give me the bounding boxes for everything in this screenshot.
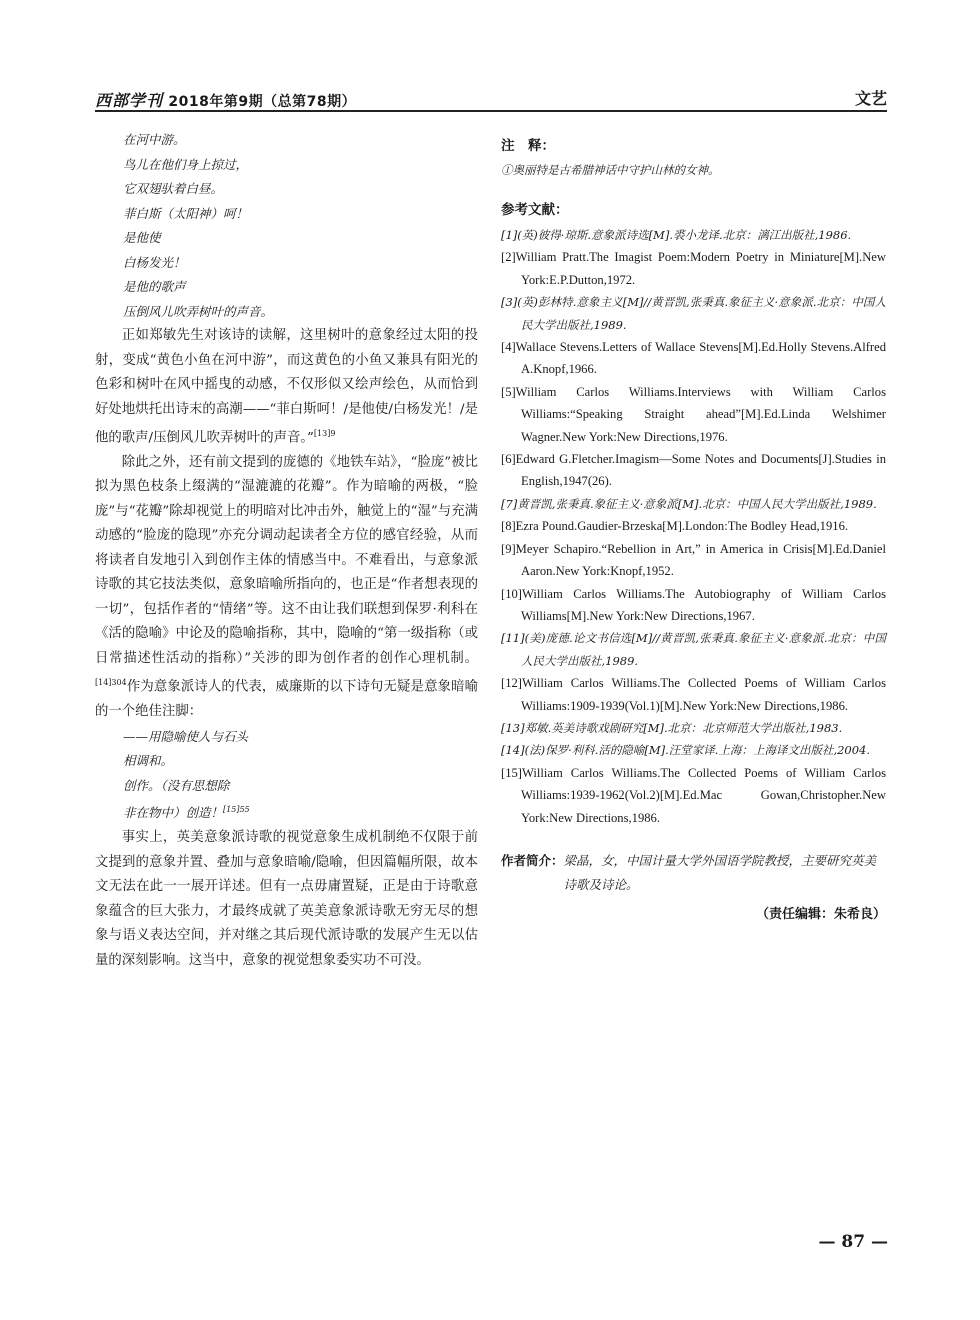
header-rule [95,110,887,112]
reference-item: [3](英)彭林特.意象主义[M]//黄晋凯,张秉真.象征主义·意象派.北京：中国人民大学出版社,1989. [501,295,886,332]
poem-line: 菲白斯（太阳神）呵！ [123,205,249,221]
poem-line [95,798,478,826]
reference-item: [6]Edward G.Fletcher.Imagism—Some Notes and Documents[J].Studies in English,1947(26). [501,452,886,489]
poem-line: 是他的歌声 [123,279,186,294]
left-column [95,128,478,973]
reference-item: [2]William Pratt.The Imagist Poem:Modern Poetry in Miniature[M].New York:E.P.Dutton,1972. [501,250,886,287]
poem-line-text: 非在物中）创造！ [123,805,224,821]
page-number: — 87 — [818,1232,888,1252]
reference-item: [10]William Carlos Williams.The Autobiography of William Carlos Williams[M].New York:New Directions,1967. [501,586,886,623]
issue-info: 2018年第9期（总第78期） [168,94,357,110]
poem-line: 白杨发光！ [123,254,186,270]
reference-item: [5]William Carlos Williams.Interviews with William Carlos Williams:“Speaking Straight ahead”[M].Ed.Linda Welshimer Wagner.New York:New Directions,1976. [501,384,886,444]
note-item: ①奥丽特是古希腊神话中守护山林的女神。 [501,163,720,177]
citation-mark: [13]9 [313,429,336,438]
journal-issue-line [95,88,356,111]
paragraph-text: 正如郑敏先生对该诗的读解，这里树叶的意象经过太阳的投射，变成“黄色小鱼在河中游”，而这黄色的小鱼又兼具有阳光的色彩和树叶在风中摇曳的动感，不仅形似又绘声绘色，从而恰到好处地烘托出诗末的高潮——“菲白斯呵！/是他使/白杨发光！/是他的歌声/压倒风儿吹弄树叶的声音。” [95,328,478,446]
reference-item: [9]Meyer Schapiro.“Rebellion in Art,” in America in Crisis[M].Ed.Daniel Aaron.New York:Knopf,1952. [501,541,886,579]
reference-item: [7]黄晋凯,张秉真.象征主义·意象派[M].北京：中国人民大学出版社,1989. [501,496,877,511]
body-paragraph-2 [95,451,478,725]
poem-line: 是他使 [123,230,161,245]
body-paragraph-3: 事实上，英美意象派诗歌的视觉意象生成机制绝不仅限于前文提到的意象并置、叠加与意象暗喻/隐喻，但因篇幅所限，故本文无法在此一一展开详述。但有一点毋庸置疑，正是由于诗歌意象蕴含的巨大张力，才最终成就了英美意象派诗歌无穷无尽的想象与语义表达空间，并对继之其后现代派诗歌的发展产生无以估量的深刻影响。这当中，意象的视觉想象委实功不可没。 [95,830,478,968]
reference-item: [15]William Carlos Williams.The Collected Poems of William Carlos Williams:1939-1962(Vol.2)[M].Ed.Mac Gowan,Christopher.New York:New Directions,1986. [501,765,886,825]
reference-item: [12]William Carlos Williams.The Collected Poems of William Carlos Williams:1909-1939(Vol.1)[M].New York:New Directions,1986. [501,676,886,713]
poem-line: 创作。（没有思想除 [123,777,230,793]
notes-title: 注 释： [501,138,555,154]
poem-line: 相调和。 [123,753,174,769]
poem-excerpt-2 [95,725,478,826]
references-section [501,200,886,829]
right-column [501,136,886,922]
paragraph-text-tail: 作为意象派诗人的代表，威廉斯的以下诗句无疑是意象暗喻的一个绝佳注脚： [95,679,478,720]
author-text: 梁晶，女，中国计量大学外国语学院教授，主要研究英美诗歌及诗论。 [563,852,877,892]
reference-item: [4]Wallace Stevens.Letters of Wallace Stevens[M].Ed.Holly Stevens.Alfred A.Knopf,1966. [501,340,886,377]
citation-mark: [15]55 [223,805,250,815]
poem-line: ——用隐喻使人与石头 [123,728,249,744]
author-bio [501,849,886,897]
citation-mark: [14]304 [95,678,127,688]
page-header [95,86,887,112]
reference-item: [14](法)保罗·利科.活的隐喻[M].汪堂家译.上海：上海译文出版社,2004. [501,743,871,758]
poem-line: 鸟儿在他们身上掠过， [123,156,249,172]
paragraph-text: 除此之外，还有前文提到的庞德的《地铁车站》，“脸庞”被比拟为黑色枝条上缀满的“湿漉漉的花瓣”。作为暗喻的两极，“脸庞”与“花瓣”除却视觉上的明暗对比冲击外，触觉上的“湿”与充满动感的“脸庞的隐现”亦充分调动起读者全方位的感官经验，从而将读者自发地引入到创作主体的情感当中。不难看出，与意象派诗歌的其它技法类似，意象暗喻所指向的，也正是“作者想表现的一切”，包括作者的“情绪”等。这不由让我们联想到保罗·利科在《活的隐喻》中论及的隐喻指称，其中，隐喻的“第一级指称（或日常描述性活动的指称）”关涉的即为创作者的创作心理机制。 [95,454,478,666]
poem-line: 压倒风儿吹弄树叶的声音。 [123,303,274,319]
author-label: 作者简介： [501,852,564,868]
references-title: 参考文献： [501,202,569,218]
journal-logo: 西部学刊 [95,91,164,110]
reference-item: [8]Ezra Pound.Gaudier-Brzeska[M].London:The Bodley Head,1916. [501,519,849,534]
body-paragraph-1 [95,324,478,451]
poem-line: 在河中游。 [123,132,186,147]
reference-item: [1](英)彼得·琼斯.意象派诗选[M].裘小龙译.北京：漓江出版社,1986. [501,228,852,242]
poem-line: 它双翅驮着白昼。 [123,181,224,196]
reference-list [501,224,886,829]
poem-excerpt-1 [95,128,478,324]
reference-item: [13]郑敏.英美诗歌戏剧研究[M].北京：北京师范大学出版社,1983. [501,720,843,735]
editor-note: （责任编辑：朱希良） [755,906,886,922]
reference-item: [11](美)庞德.论文书信选[M]//黄晋凯,张秉真.象征主义·意象派.北京：中国人民大学出版社,1989. [501,631,886,668]
section-name: 文艺 [854,89,887,108]
